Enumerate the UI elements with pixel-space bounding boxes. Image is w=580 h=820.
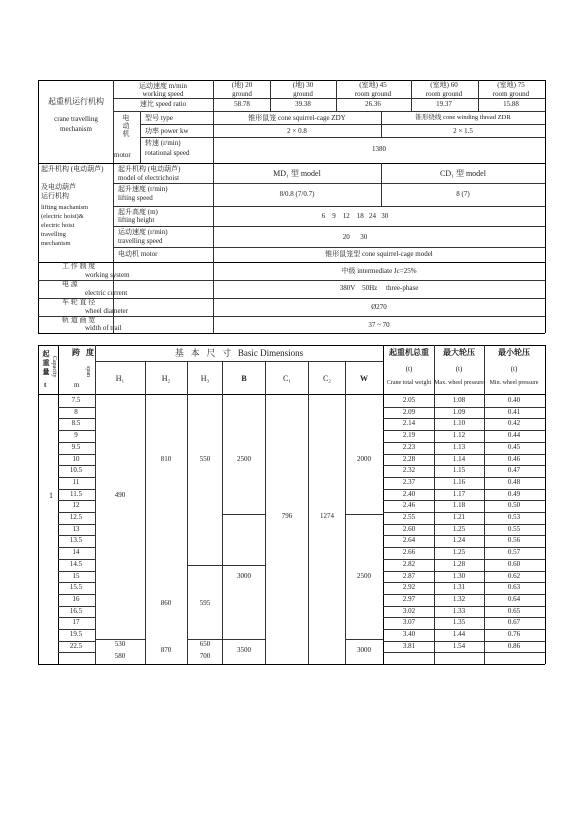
min-wheel-header-cn: 最小轮压 (498, 348, 530, 357)
h3-mid: 595 (199, 599, 211, 607)
weight-cell: 2.28 (402, 455, 416, 463)
current-value: 380V 50Hz three-phase (339, 284, 419, 292)
min-wheel-cell: 0.47 (507, 466, 521, 474)
weight-cell: 2.64 (402, 536, 416, 544)
max-wheel-cell: 1.30 (452, 572, 466, 580)
weight-cell: 2.55 (402, 513, 416, 521)
h3-bot-b: 700 (199, 652, 211, 660)
hoist-side-en-3: electric hoist (41, 222, 75, 229)
wheel-cn: 车 轮 直 径 (62, 298, 96, 306)
weight-header-unit: (t) (405, 365, 413, 373)
span-cell: 19.5 (69, 630, 83, 638)
max-wheel-header-en: Max. wheel pressure (434, 380, 484, 386)
max-wheel-cell: 1.44 (452, 630, 466, 638)
current-en: electric current (85, 289, 128, 297)
span-cell: 9 (74, 431, 78, 439)
type-value-1: 锥形鼠笼 cone squirrel-cage ZDY (248, 114, 346, 122)
weight-cell: 2.46 (402, 501, 416, 509)
capacity-unit: t (44, 381, 47, 389)
min-wheel-cell: 0.46 (507, 455, 521, 463)
min-wheel-cell: 0.50 (507, 501, 521, 509)
span-cell: 15 (72, 572, 80, 580)
min-wheel-cell: 0.76 (507, 630, 521, 638)
span-cell: 12.5 (69, 513, 83, 521)
running-mechanism-label-en-1: crane travelling (54, 115, 98, 123)
weight-cell: 3.02 (402, 607, 416, 615)
ratio-1: 58.78 (234, 100, 250, 108)
span-cell: 9.5 (71, 443, 81, 451)
weight-cell: 2.37 (402, 478, 416, 486)
weight-cell: 2.14 (402, 419, 416, 427)
hoist-side-en-2: (electric hoist)& (41, 213, 84, 220)
col-w: W (360, 374, 368, 383)
span-cell: 16.5 (69, 607, 83, 615)
weight-cell: 2.92 (402, 583, 416, 591)
h1-main: 490 (114, 491, 126, 499)
span-cell: 13.5 (69, 536, 83, 544)
span-cell: 14 (72, 548, 80, 556)
weight-header-cn: 起重机总重 (389, 348, 429, 357)
weight-cell: 3.81 (402, 642, 416, 650)
max-wheel-cell: 1.21 (452, 513, 466, 521)
hoist-side-en-5: mechanism (41, 240, 71, 247)
weight-cell: 2.82 (402, 560, 416, 568)
col-h3: H₃ (200, 374, 210, 383)
span-cell: 11.5 (70, 490, 82, 498)
ratio-3: 26.36 (365, 100, 381, 108)
min-wheel-cell: 0.55 (507, 525, 521, 533)
hoist-side-cn-1: 起升机构 (电动葫芦) (41, 165, 104, 173)
span-cell: 7.5 (71, 396, 81, 404)
max-wheel-cell: 1.35 (452, 618, 466, 626)
max-wheel-header-unit: (t) (455, 365, 463, 373)
speed-label: 运动速度 m/min (138, 82, 188, 90)
max-wheel-cell: 1.14 (452, 455, 466, 463)
working-system-en: working system (85, 271, 130, 279)
hoist-motor-label: 电动机 motor (118, 250, 158, 258)
min-wheel-cell: 0.62 (507, 572, 521, 580)
speed-2: (地) 30 (292, 81, 314, 89)
min-wheel-cell: 0.64 (507, 595, 521, 603)
trail-cn: 轨 道 画 宽 (62, 316, 96, 324)
w-top: 2000 (357, 455, 371, 463)
hoist-side-cn-3: 运行机构 (41, 192, 69, 200)
power-label: 功率 power kw (145, 127, 189, 135)
min-wheel-header-en: Min. wheel pressure (489, 380, 539, 386)
lift-speed-cd: 8 (7) (456, 190, 470, 198)
rot-label: 转速 (r/min) (145, 139, 181, 147)
weight-cell: 2.87 (402, 572, 416, 580)
min-wheel-header-unit: (t) (510, 365, 518, 373)
span-cell: 17 (72, 618, 80, 626)
span-cell: 8 (74, 408, 78, 416)
span-cell: 10.5 (69, 466, 83, 474)
max-wheel-cell: 1.25 (452, 548, 466, 556)
w-mid: 2500 (357, 572, 371, 580)
col-c1: C₁ (282, 374, 292, 383)
max-wheel-cell: 1.10 (452, 419, 466, 427)
model-cd: CD₁ 型 model (440, 169, 486, 178)
min-wheel-cell: 0.60 (507, 560, 521, 568)
type-label: 型号 type (145, 114, 173, 122)
hoist-side-cn-2: 及电动葫芦 (41, 183, 76, 191)
trail-en: width of trail (85, 324, 122, 332)
height-label-en: lifting height (118, 216, 155, 224)
running-mechanism-label-en-2: mechanism (60, 125, 92, 133)
row-divider-span (58, 652, 95, 653)
max-wheel-cell: 1.28 (452, 560, 466, 568)
weight-cell: 2.97 (402, 595, 416, 603)
min-wheel-cell: 0.48 (507, 478, 521, 486)
h2-mid: 860 (160, 599, 172, 607)
trail-value: 37 ~ 70 (368, 321, 390, 329)
weight-cell: 3.07 (402, 618, 416, 626)
min-wheel-cell: 0.65 (507, 607, 521, 615)
span-label-cn: 跨度 (72, 348, 100, 357)
motor-label-en: motor (114, 151, 131, 159)
row-divider-values (383, 652, 545, 653)
wheel-en: wheel diameter (85, 307, 128, 315)
span-cell: 11 (72, 478, 80, 486)
hoist-model-label-cn: 起升机构 (电动葫芦) (118, 165, 181, 173)
col-h1: H₁ (115, 374, 125, 383)
ratio-5: 15.88 (503, 100, 519, 108)
travel-values: 20 30 (342, 233, 368, 241)
span-cell: 12 (72, 501, 80, 509)
model-md: MD₁ 型 model (273, 169, 321, 178)
span-cell: 14.5 (69, 560, 83, 568)
max-wheel-cell: 1.32 (452, 595, 466, 603)
type-value-2: 锥形绕线 cone winding thread ZDR (415, 114, 511, 121)
col-h2: H₂ (161, 374, 171, 383)
speed-5: (室地) 75 (497, 81, 525, 89)
ratio-2: 39.38 (295, 100, 311, 108)
min-wheel-cell: 0.56 (507, 536, 521, 544)
max-wheel-cell: 1.17 (452, 490, 466, 498)
min-wheel-cell: 0.49 (507, 490, 521, 498)
hoist-model-label-en: model of electrichoist (118, 174, 180, 182)
hoist-side-en-4: travelling (41, 231, 66, 238)
b-mid: 3000 (237, 572, 251, 580)
weight-cell: 2.19 (402, 431, 416, 439)
h1-b: 580 (114, 652, 126, 660)
h3-bot-a: 650 (199, 640, 211, 648)
min-wheel-cell: 0.40 (507, 396, 521, 404)
b-bot: 3500 (237, 646, 251, 654)
weight-header-en: Crane total weight (386, 380, 432, 386)
col-c2: C₂ (322, 374, 332, 383)
max-wheel-cell: 1.08 (452, 396, 466, 404)
max-wheel-cell: 1.33 (452, 607, 466, 615)
span-unit: m (74, 381, 80, 389)
max-wheel-cell: 1.31 (452, 583, 466, 591)
working-system-value: 中级 intermediate Jc=25% (341, 267, 417, 275)
span-cell: 13 (72, 525, 80, 533)
speed-label-en: working speed (142, 90, 184, 98)
capacity-label-cn: 起重量 (42, 350, 50, 377)
speed-3: (室地) 45 (359, 81, 387, 89)
hoist-side-en-1: lifting machanism (41, 204, 89, 211)
ratio-4: 19.37 (436, 100, 452, 108)
h2-top: 810 (160, 455, 172, 463)
max-wheel-cell: 1.16 (452, 478, 466, 486)
speed-2-en: ground (293, 90, 313, 98)
basic-dimensions-title: 基 本 尺 寸 Basic Dimensions (174, 348, 304, 358)
speed-1: (地) 20 (231, 81, 253, 89)
travel-label-en: travelling speed (118, 237, 163, 245)
weight-cell: 2.32 (402, 466, 416, 474)
min-wheel-cell: 0.53 (507, 513, 521, 521)
weight-cell: 2.23 (402, 443, 416, 451)
max-wheel-header-cn: 最大轮压 (443, 348, 475, 357)
travel-label: 运动速度 (r/min) (118, 228, 168, 236)
h3-top: 550 (199, 455, 211, 463)
b-top: 2500 (237, 455, 251, 463)
max-wheel-cell: 1.18 (452, 501, 466, 509)
power-value-2: 2 × 1.5 (453, 127, 473, 135)
current-cn: 电 源 (62, 280, 78, 288)
span-cell: 16 (72, 595, 80, 603)
weight-cell: 2.60 (402, 525, 416, 533)
speed-4: (室地) 60 (430, 81, 458, 89)
rot-value: 1380 (372, 145, 386, 153)
w-bot: 3000 (357, 646, 371, 654)
h2-bot: 870 (160, 646, 172, 654)
max-wheel-cell: 1.24 (452, 536, 466, 544)
wheel-value: Ø270 (371, 303, 387, 311)
col-b: B (241, 374, 247, 383)
speed-3-en: room ground (354, 90, 392, 98)
height-values: 6 9 12 18 24 30 (321, 212, 389, 220)
span-cell: 8.5 (71, 419, 81, 427)
lift-speed-label-en: lifting speed (118, 194, 153, 202)
speed-5-en: room ground (492, 90, 530, 98)
weight-cell: 3.40 (402, 630, 416, 638)
h1-a: 530 (114, 640, 126, 648)
lift-speed-label: 起升速度 (r/min) (118, 185, 168, 193)
working-system-cn: 工 作 制 度 (62, 262, 96, 270)
min-wheel-cell: 0.67 (507, 618, 521, 626)
weight-cell: 2.66 (402, 548, 416, 556)
min-wheel-cell: 0.63 (507, 583, 521, 591)
max-wheel-cell: 1.15 (452, 466, 466, 474)
span-cell: 15.5 (69, 583, 83, 591)
power-value-1: 2 × 0.8 (287, 127, 307, 135)
min-wheel-cell: 0.86 (507, 642, 521, 650)
running-mechanism-label-cn: 起重机运行机构 (48, 97, 104, 106)
min-wheel-cell: 0.45 (507, 443, 521, 451)
ratio-label: 速比 speed ratio (139, 100, 187, 108)
c2-value: 1274 (320, 512, 334, 520)
min-wheel-cell: 0.57 (507, 548, 521, 556)
weight-cell: 2.40 (402, 490, 416, 498)
weight-cell: 2.09 (402, 408, 416, 416)
height-label: 起升高度 (m) (118, 208, 158, 216)
span-label-en: span (85, 366, 91, 377)
capacity-value: 1 (49, 491, 53, 500)
max-wheel-cell: 1.12 (452, 431, 466, 439)
weight-cell: 2.05 (402, 396, 416, 404)
span-cell: 10 (72, 455, 80, 463)
min-wheel-cell: 0.44 (507, 431, 521, 439)
min-wheel-cell: 0.42 (507, 419, 521, 427)
max-wheel-cell: 1.54 (452, 642, 466, 650)
max-wheel-cell: 1.13 (452, 443, 466, 451)
hoist-motor-value: 锥形鼠笼型 cone squirrel-cage model (325, 250, 433, 258)
c1-value: 796 (281, 512, 293, 520)
motor-label-cn: 电动机 (122, 114, 130, 138)
min-wheel-cell: 0.41 (507, 408, 521, 416)
lift-speed-md: 8/0.8 (7/0.7) (279, 190, 315, 198)
span-cell: 22.5 (69, 642, 83, 650)
speed-4-en: room ground (425, 90, 463, 98)
max-wheel-cell: 1.09 (452, 408, 466, 416)
capacity-label-en: Capacity (51, 356, 57, 378)
speed-1-en: ground (232, 90, 252, 98)
rot-label-en: rotational speed (145, 149, 190, 157)
max-wheel-cell: 1.25 (452, 525, 466, 533)
